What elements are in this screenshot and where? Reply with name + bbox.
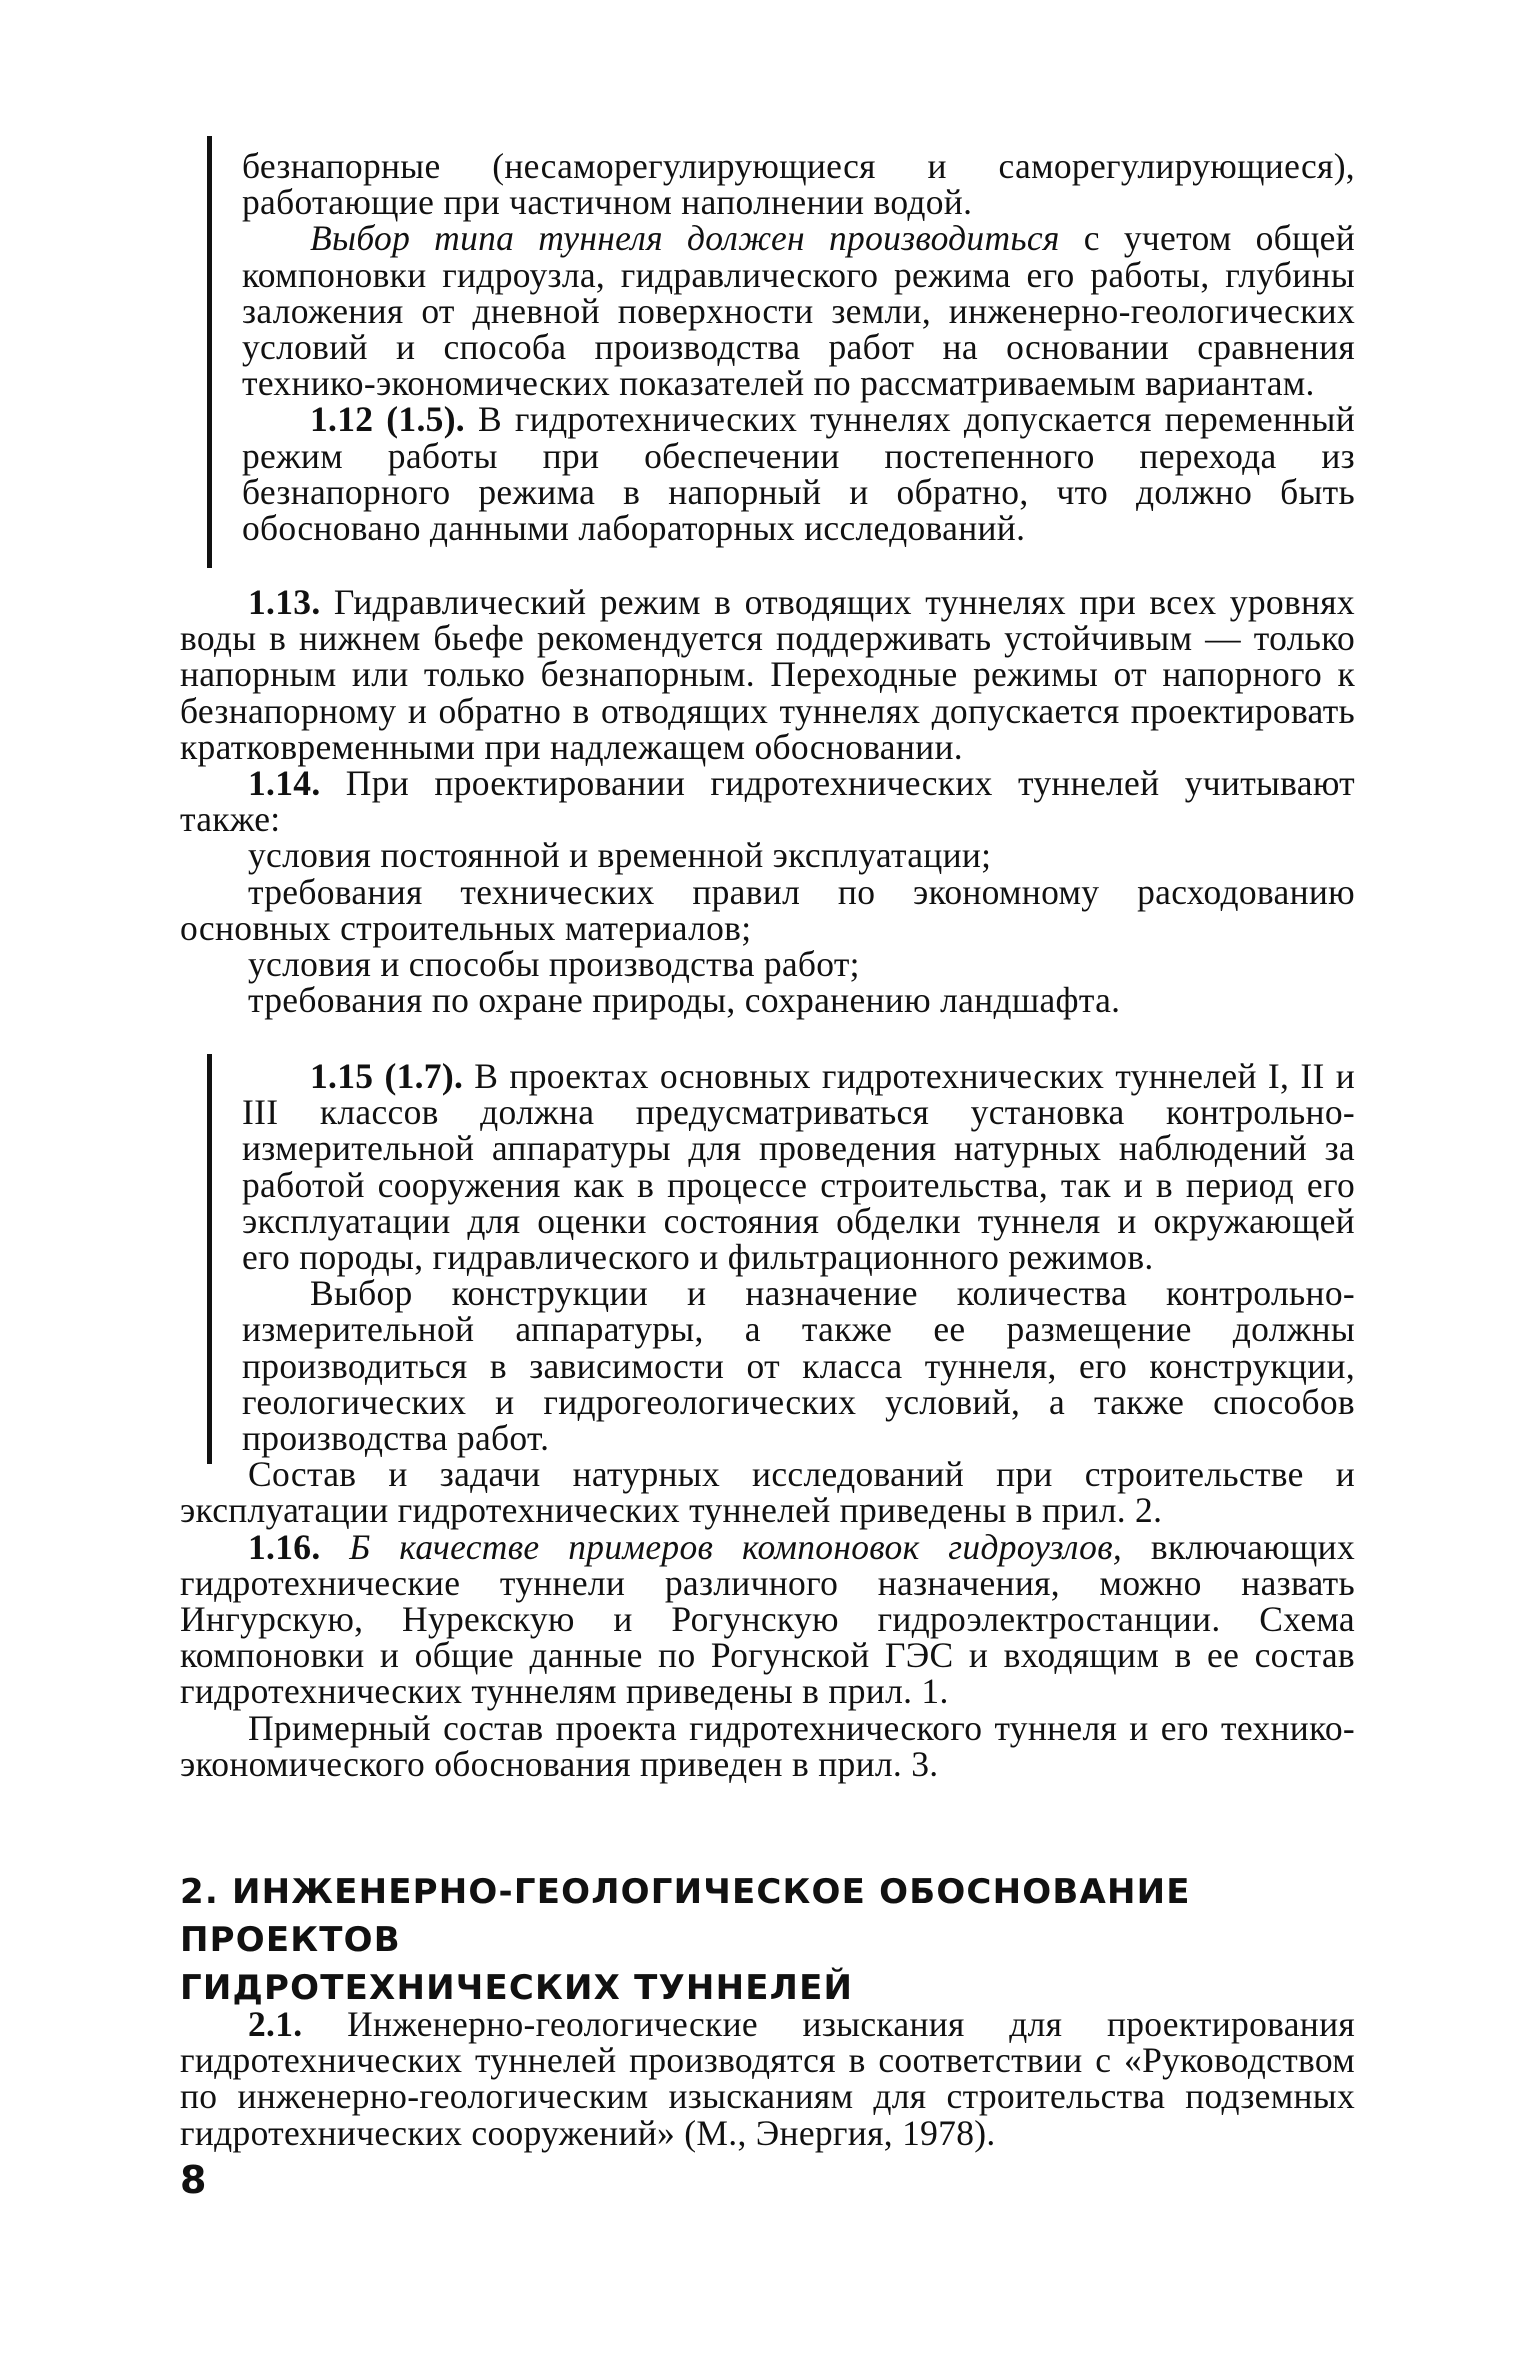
paragraph-sample: [180, 1707, 1355, 1784]
paragraph-1-14: [180, 763, 1355, 840]
paragraph-1-13: [180, 584, 1355, 765]
paragraph-1-15: [180, 1056, 1355, 1278]
section-heading: [180, 1868, 1355, 2012]
clause-number: 1.16.: [248, 1526, 321, 1567]
paragraph-text: Инженерно-геологические изыскания для проектирования гидротехнических туннелей производятся в соответствии с «Руководством по инженерно-геологическим изысканиям для строительства подземных гидротехнических сооружений» (М., Энергия, 1978).: [180, 2004, 1355, 2153]
text-block-middle: [180, 582, 1355, 1021]
page-number: 8: [180, 2158, 207, 2202]
paragraph-type-choice: [180, 218, 1356, 404]
paragraph-1-12: [180, 399, 1356, 549]
paragraph-intro-continuation: [180, 146, 1355, 223]
paragraph-1-16: [180, 1526, 1355, 1712]
paragraph-text: безнапорные (несаморегулирующиеся и саморегулирующиеся), работающие при частичном наполнении водой.: [242, 146, 1355, 223]
paragraph-2-1: [180, 2006, 1355, 2151]
list-item: требования технических правил по экономному расходованию основных строительных материалов;: [180, 871, 1355, 948]
paragraph-text: В гидротехнических туннелях допускается переменный режим работы при обеспечении постепенного перехода из безнапорного режима в напорный и обратно, что должно быть обосновано данными лабораторных исследований.: [242, 399, 1356, 549]
clause-number: 1.12 (1.5).: [310, 399, 465, 440]
clause-number: 2.1.: [248, 2004, 303, 2044]
paragraph-text: Состав и задачи натурных исследований при строительстве и эксплуатации гидротехнических туннелей приведены в прил. 2.: [180, 1454, 1355, 1531]
paragraph-composition: [180, 1454, 1355, 1531]
paragraph-text: включающих гидротехнические туннели различного назначения, можно назвать Ингурскую, Нурекскую и Рогунскую гидроэлектростанции. Схема компоновки и общие данные по Рогунской ГЭС и входящим в ее состав гидротехнических туннелям приведены в прил. 1.: [180, 1526, 1355, 1712]
paragraph-text: Гидравлический режим в отводящих туннелях при всех уровнях воды в нижнем бьефе рекомендуется поддерживать устойчивым — только напорным или только безнапорным. Переходные режимы от напорного к безнапорному и обратно в отводящих туннелях допускается проектировать кратковременными при надлежащем обосновании.: [180, 582, 1355, 767]
clause-number: 1.14.: [248, 763, 321, 804]
italic-phrase: Выбор типа туннеля должен производиться: [310, 218, 1060, 259]
list-item: требования по охране природы, сохранению ландшафта.: [248, 980, 1121, 1021]
clause-number: 1.13.: [248, 582, 321, 622]
paragraph-equipment-choice: [180, 1273, 1355, 1459]
paragraph-text: с учетом общей компоновки гидроузла, гидравлического режима его работы, глубины заложения от дневной поверхности земли, инженерно-геологических условий и способа производства работ на основании сравнения технико-экономических показателей по рассматриваемым вариантам.: [242, 218, 1356, 404]
text-block-lower: [180, 1058, 1355, 1782]
clause-number: 1.15 (1.7).: [310, 1056, 464, 1096]
paragraph-text: Примерный состав проекта гидротехнического туннеля и его технико-экономического обоснования приведен в прил. 3.: [180, 1707, 1355, 1784]
italic-phrase: Б качестве примеров компоновок гидроузлов,: [320, 1526, 1123, 1567]
text-block-top: [180, 146, 1356, 549]
list-item: условия и способы производства работ;: [248, 944, 860, 985]
paragraph-text: Выбор конструкции и назначение количества контрольно-измерительной аппаратуры, а также ее размещение должны производиться в зависимости от класса туннеля, его конструкции, геологических и гидрогеологических условий, а также способов производства работ.: [242, 1273, 1355, 1459]
paragraph-text: При проектировании гидротехнических туннелей учитывают также:: [180, 763, 1355, 840]
section-heading-line-1: 2. ИНЖЕНЕРНО-ГЕОЛОГИЧЕСКОЕ ОБОСНОВАНИЕ ПРОЕКТОВ: [180, 1872, 1191, 1960]
section-heading-line-2: ГИДРОТЕХНИЧЕСКИХ ТУННЕЛЕЙ: [180, 1968, 854, 2008]
list-item: условия постоянной и временной эксплуатации;: [248, 835, 992, 876]
paragraph-text: В проектах основных гидротехнических туннелей I, II и III классов должна предусматриваться установка контрольно-измерительной аппаратуры для проведения натурных наблюдений за работой сооружения как в процессе строительства, так и в период его эксплуатации для оценки состояния обделки туннеля и окружающей его породы, гидравлического и фильтрационного режимов.: [242, 1056, 1355, 1278]
text-block-section-2: [180, 2006, 1355, 2151]
